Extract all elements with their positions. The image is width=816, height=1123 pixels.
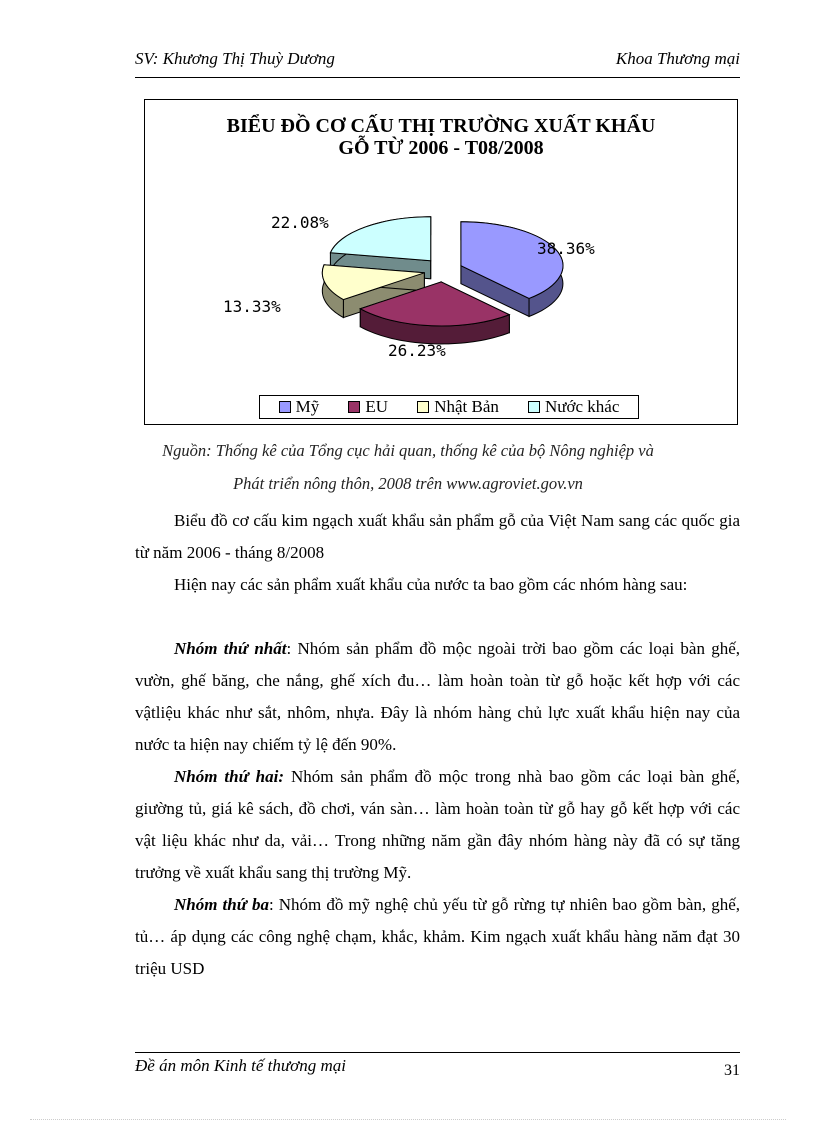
header-rule xyxy=(135,77,740,78)
paragraph-2: Hiện nay các sản phẩm xuất khẩu của nước ta bao gồm các nhóm hàng sau: xyxy=(174,575,688,594)
chart-legend xyxy=(259,395,639,419)
legend-item-nuoc-khac xyxy=(528,397,619,417)
page-number: 31 xyxy=(724,1062,740,1079)
legend-item-eu xyxy=(348,397,388,417)
header-left: SV: Khương Thị Thuỳ Dương xyxy=(135,49,335,68)
chart-frame xyxy=(144,99,738,425)
legend-label-eu: EU xyxy=(365,397,389,416)
source-line1: Nguồn: Thống kê của Tổng cục hải quan, thống kê của bộ Nông nghiệp và xyxy=(162,441,654,460)
legend-label-nhat-ban: Nhật Bản xyxy=(434,397,499,416)
paragraph-5 xyxy=(135,889,740,985)
pie-chart xyxy=(145,100,739,426)
footer-left: Đề án môn Kinh tế thương mại xyxy=(135,1056,346,1075)
paragraph-1: Biểu đồ cơ cấu kim ngạch xuất khẩu sản phẩm gỗ của Việt Nam sang các quốc gia từ năm 2006 - tháng 8/2008 xyxy=(135,511,740,562)
paragraph-4-text: Nhóm sản phẩm đồ mộc trong nhà bao gồm các loại bàn ghế, giường tủ, giá kê sách, đồ chơi, ván sàn… làm hoàn toàn từ gỗ hay gỗ kết hợp với các vật liệu khác như da, vải… Trong những năm gần đây nhóm hàng này đã có sự tăng trưởng về xuất khẩu sang thị trường Mỹ. xyxy=(135,767,741,882)
legend-swatch-nuoc-khac xyxy=(528,401,540,413)
paragraph-5-lead: Nhóm thứ ba xyxy=(174,895,269,914)
footer-rule xyxy=(135,1052,740,1053)
source-line2: Phát triển nông thôn, 2008 trên www.agroviet.gov.vn xyxy=(233,474,583,493)
page-bottom-border xyxy=(30,1119,786,1120)
pie-label-eu: 26.23% xyxy=(388,341,446,360)
chart-title-line2: GỖ TỪ 2006 - T08/2008 xyxy=(338,137,544,159)
chart-title-line1: BIỂU ĐỒ CƠ CẤU THỊ TRƯỜNG XUẤT KHẨU xyxy=(226,115,656,137)
legend-swatch-eu xyxy=(348,401,360,413)
legend-label-my: Mỹ xyxy=(295,397,320,416)
pie-label-nuoc-khac: 22.08% xyxy=(271,213,329,232)
paragraph-4 xyxy=(135,761,740,889)
paragraph-3-text: : Nhóm sản phẩm đồ mộc ngoài trời bao gồm các loại bàn ghế, vườn, ghế băng, che nắng, ghế xích đu… làm hoàn toàn từ gỗ hoặc kết hợp với các vậtliệu khác như sắt, nhôm, nhựa. Đây là nhóm hàng chủ lực xuất khẩu hiện nay của nước ta hiện nay chiếm tỷ lệ đến 90%. xyxy=(135,639,741,754)
legend-swatch-nhat-ban xyxy=(417,401,429,413)
legend-item-my xyxy=(279,397,320,417)
pie-label-my: 38.36% xyxy=(537,239,595,258)
legend-label-nuoc-khac: Nước khác xyxy=(545,397,620,416)
paragraph-3-lead: Nhóm thứ nhất xyxy=(174,639,287,658)
paragraph-3 xyxy=(135,633,740,761)
legend-item-nhat-ban xyxy=(417,397,499,417)
paragraph-4-lead: Nhóm thứ hai: xyxy=(174,767,285,786)
pie-slice-top-3 xyxy=(330,217,430,261)
header-right: Khoa Thương mại xyxy=(615,49,740,68)
paragraph-5-text: : Nhóm đồ mỹ nghệ chủ yếu từ gỗ rừng tự nhiên bao gồm bàn, ghế, tủ… áp dụng các công nghệ chạm, khắc, khảm. Kim ngạch xuất khẩu hàng năm đạt 30 triệu USD xyxy=(135,895,740,978)
pie-label-nhat-ban: 13.33% xyxy=(223,297,281,316)
legend-swatch-my xyxy=(279,401,291,413)
